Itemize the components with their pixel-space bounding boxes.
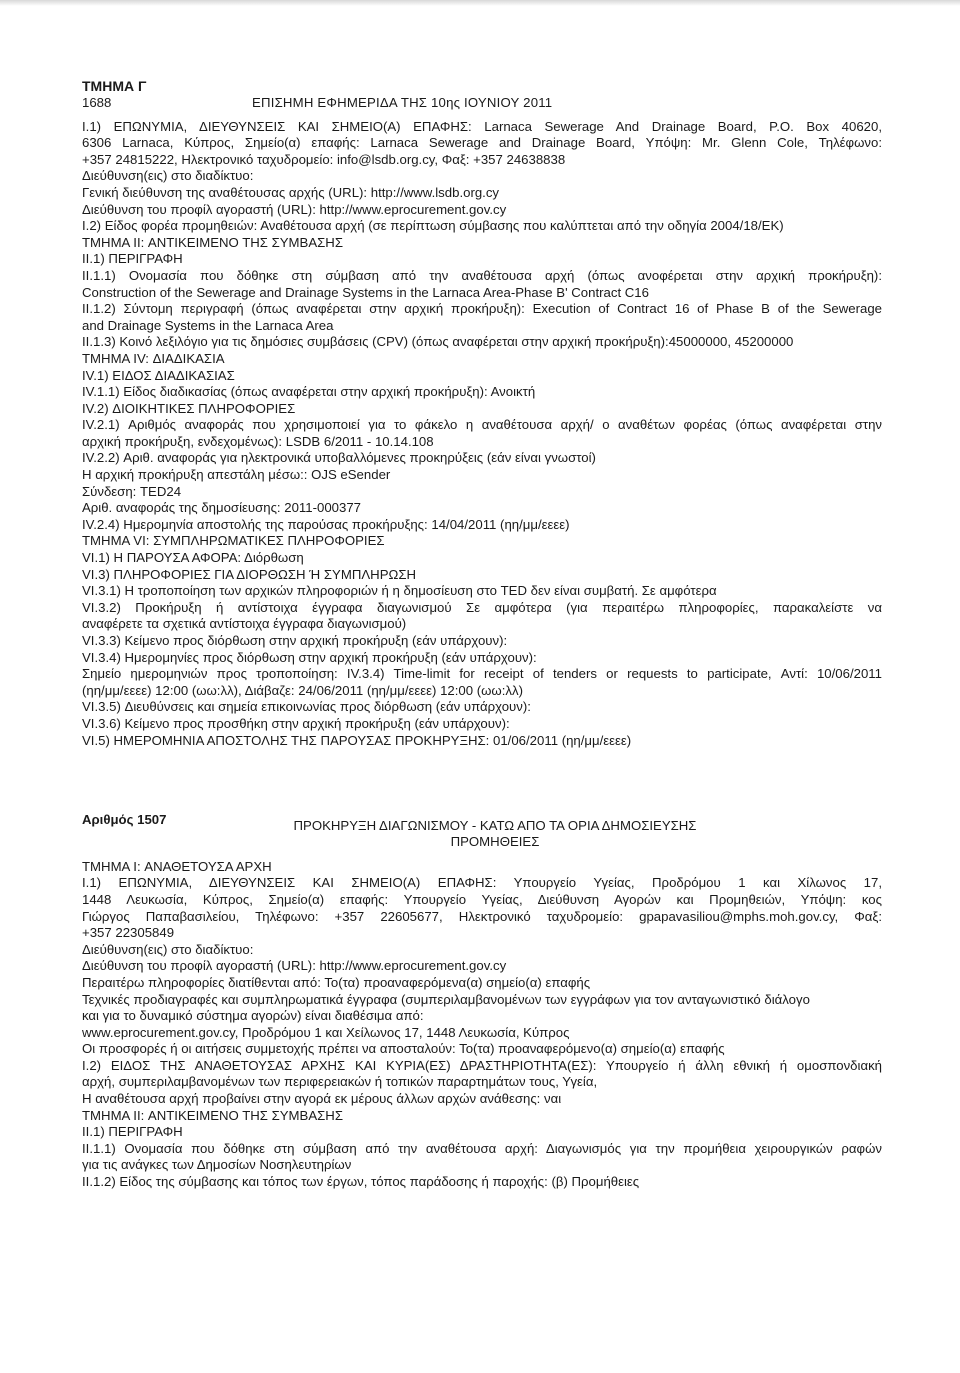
text-line: Διεύθυνση του προφίλ αγοραστή (URL): http://www.eprocurement.gov.cy <box>82 958 507 974</box>
text-line: ΤΜΗΜΑ II: ΑΝΤΙΚΕΙΜΕΝΟ ΤΗΣ ΣΥΜΒΑΣΗΣ <box>82 234 343 250</box>
text-line: Περαιτέρω πληροφορίες διατίθενται από: Το(τα) προαναφερόμενα(α) σημείο(α) επαφής <box>82 974 591 990</box>
text-line: II.1.2) Είδος της σύμβασης και τόπος των έργων, τόπος παράδοσης ή παροχής: (β) Προμήθειες <box>82 1174 640 1190</box>
text-line: Οι προσφορές ή οι αιτήσεις συμμετοχής πρέπει να αποσταλούν: Το(τα) προαναφερόμενο(α) σημείο(α) επαφής <box>82 1041 725 1057</box>
text-line: ΤΜΗΜΑ VI: ΣΥΜΠΛΗΡΩΜΑΤΙΚΕΣ ΠΛΗΡΟΦΟΡΙΕΣ <box>82 533 385 549</box>
text-line: VI.1) Η ΠΑΡΟΥΣΑ ΑΦΟΡΑ: Διόρθωση <box>82 550 304 566</box>
text-line: IV.2.4) Ημερομηνία αποστολής της παρούσας προκήρυξης: 14/04/2011 (ηη/μμ/εεεε) <box>82 516 570 532</box>
notice-title: ΠΡΟΚΗΡΥΞΗ ΔΙΑΓΩΝΙΣΜΟΥ - ΚΑΤΩ ΑΠΟ ΤΑ ΟΡΙΑ ΔΗΜΟΣΙΕΥΣΗΣ <box>293 818 697 834</box>
text-line: II.1.2) Σύντομη περιγραφή (όπως αναφέρεται στην αρχική προκήρυξη): Execution of Contract 16 of Phase B of the Sewerage <box>82 301 882 317</box>
text-line: I.2) Είδος φορέα προμηθειών: Αναθέτουσα αρχή (σε περίπτωση σύμβασης που καλύπτεται από την οδηγία 2004/18/ΕΚ) <box>82 218 784 234</box>
text-line: Διεύθυνση του προφίλ αγοραστή (URL): http://www.eprocurement.gov.cy <box>82 201 507 217</box>
text-line: IV.2.2) Αριθ. αναφοράς για ηλεκτρονικά υποβαλλόμενες προκηρύξεις (εάν είναι γνωστοί) <box>82 450 596 466</box>
text-line: II.1.3) Κοινό λεξιλόγιο για τις δημόσιες συμβάσεις (CPV) (όπως αναφέρεται στην αρχική προκήρυξη):45000000, 45200000 <box>82 334 794 350</box>
text-line: (ηη/μμ/εεεε) 12:00 (ωω:λλ), Διάβαζε: 24/06/2011 (ηη/μμ/εεεε) 12:00 (ωω:λλ) <box>82 682 523 698</box>
text-line: VI.3.3) Κείμενο προς διόρθωση στην αρχική προκήρυξη (εάν υπάρχουν): <box>82 633 508 648</box>
text-line: Σημείο ημερομηνιών προς τροποποίηση: IV.3.4) Time-limit for receipt of tenders or requests to participate, Αντί: 10/06/2011 <box>82 666 882 682</box>
section-label: ΤΜΗΜΑ Γ <box>82 78 147 94</box>
text-line: Construction of the Sewerage and Drainage Systems in the Larnaca Area-Phase B' Contract C16 <box>82 284 649 300</box>
text-line: VI.3.4) Ημερομηνίες προς διόρθωση στην αρχική προκήρυξη (εάν υπάρχουν): <box>82 649 537 665</box>
text-line: VI.3) ΠΛΗΡΟΦΟΡΙΕΣ ΓΙΑ ΔΙΟΡΘΩΣΗ Ή ΣΥΜΠΛΗΡΩΣΗ <box>82 566 417 582</box>
text-line: www.eprocurement.gov.cy, Προδρόμου 1 και Χείλωνος 17, 1448 Λευκωσία, Κύπρος <box>82 1024 570 1040</box>
text-line: and Drainage Systems in the Larnaca Area <box>82 317 334 333</box>
text-line: I.1) ΕΠΩΝΥΜΙΑ, ΔΙΕΥΘΥΝΣΕΙΣ ΚΑΙ ΣΗΜΕΙΟ(Α) ΕΠΑΦΗΣ: Larnaca Sewerage And Drainage Board, P.O. Box 40620, <box>82 118 882 134</box>
text-line: Διεύθυνση(εις) στο διαδίκτυο: <box>82 941 254 957</box>
gazette-page <box>82 78 882 1191</box>
text-line: Η αρχική προκήρυξη απεστάλη μέσω:: OJS eSender <box>82 467 391 483</box>
text-line: 1448 Λευκωσία, Κύπρος, Σημείο(α) επαφής: Υπουργείο Υγείας, Διεύθυνση Αγορών και Προμηθειών, Υπόψη: κος <box>82 891 882 907</box>
text-line: Γενική διεύθυνση της αναθέτουσας αρχής (URL): http://www.lsdb.org.cy <box>82 184 500 200</box>
text-line: IV.2.1) Αριθμός αναφοράς που χρησιμοποιεί για το φάκελο η αναθέτουσα αρχή/ ο αναθέτων φορέας (όπως αναφέρεται στην <box>82 417 882 433</box>
text-line: Σύνδεση: TED24 <box>82 483 182 499</box>
text-line: +357 24815222, Ηλεκτρονικό ταχυδρομείο: info@lsdb.org.cy, Φαξ: +357 24638838 <box>82 151 566 167</box>
text-line: και για το δυναμικό σύστημα αγορών) είναι διαθέσιμα από: <box>82 1008 424 1024</box>
text-line: Γιώργος Παπαβασιλείου, Τηλέφωνο: +357 22605677, Ηλεκτρονικό ταχυδρομείο: gpapavasiliou@mphs.moh.gov.cy, Φαξ: <box>82 908 882 924</box>
text-line: I.2) ΕΙΔΟΣ ΤΗΣ ΑΝΑΘΕΤΟΥΣΑΣ ΑΡΧΗΣ ΚΑΙ ΚΥΡΙΑ(ΕΣ) ΔΡΑΣΤΗΡΙΟΤΗΤΑ(ΕΣ): Υπουργείο ή άλλη εθνική ή ομοσπονδιακή <box>82 1057 882 1073</box>
text-line: VI.3.5) Διευθύνσεις και σημεία επικοινωνίας προς διόρθωση (εάν υπάρχουν): <box>82 699 531 715</box>
text-line: VI.5) ΗΜΕΡΟΜΗΝΙΑ ΑΠΟΣΤΟΛΗΣ ΤΗΣ ΠΑΡΟΥΣΑΣ ΠΡΟΚΗΡΥΞΗΣ: 01/06/2011 (ηη/μμ/εεεε) <box>82 732 632 748</box>
notice-number: Αριθμός 1507 <box>82 812 167 828</box>
text-line: ΤΜΗΜΑ I: ΑΝΑΘΕΤΟΥΣΑ ΑΡΧΗ <box>82 858 272 874</box>
text-line: VI.3.6) Κείμενο προς προσθήκη στην αρχική προκήρυξη (εάν υπάρχουν): <box>82 715 510 731</box>
notice-header <box>82 812 882 832</box>
scan-edge <box>0 0 960 6</box>
notice-correction-block <box>82 119 882 750</box>
gazette-title: ΕΠΙΣΗΜΗ ΕΦΗΜΕΡΙΔΑ ΤΗΣ 10ης ΙΟΥΝΙΟΥ 2011 <box>252 94 553 110</box>
text-line: IV.1) ΕΙΔΟΣ ΔΙΑΔΙΚΑΣΙΑΣ <box>82 367 235 383</box>
text-line: Αριθ. αναφοράς της δημοσίευσης: 2011-000377 <box>82 500 362 516</box>
notice-title-line2: ΠΡΟΜΗΘΕΙΕΣ <box>450 834 540 850</box>
text-line: 6306 Larnaca, Κύπρος, Σημείο(α) επαφής: Larnaca Sewerage and Drainage Board, Υπόψη: Mr. Glenn Cole, Τηλέφωνο: <box>82 135 882 151</box>
text-line: VI.3.2) Προκήρυξη ή αντίστοιχα έγγραφα διαγωνισμού Σε αμφότερα (για περαιτέρω πληροφορίες, παρακαλείστε να <box>82 599 882 615</box>
text-line: I.1) ΕΠΩΝΥΜΙΑ, ΔΙΕΥΘΥΝΣΕΙΣ ΚΑΙ ΣΗΜΕΙΟ(Α) ΕΠΑΦΗΣ: Υπουργείο Υγείας, Προδρόμου 1 και Χίλωνος 17, <box>82 875 882 891</box>
text-line: II.1.1) Ονομασία που δόθηκε στη σύμβαση από την αναθέτουσα αρχή (όπως ανοφέρεται στην αρχική προκήρυξη): <box>82 267 882 283</box>
text-line: IV.2) ΔΙΟΙΚΗΤΙΚΕΣ ΠΛΗΡΟΦΟΡΙΕΣ <box>82 400 296 416</box>
text-line: αρχή, συμπεριλαμβανομένων των περιφερειακών ή τοπικών παραρτημάτων τους, Υγεία, <box>82 1074 598 1090</box>
text-line: +357 22305849 <box>82 925 175 941</box>
text-line: II.1.1) Ονομασία που δόθηκε στη σύμβαση από την αναθέτουσα αρχή: Διαγωνισμός για την προμήθεια χειρουργικών ραφών <box>82 1140 882 1156</box>
notice-tender-block <box>82 859 882 1191</box>
text-line: Διεύθυνση(εις) στο διαδίκτυο: <box>82 168 254 184</box>
text-line: ΤΜΗΜΑ IV: ΔΙΑΔΙΚΑΣΙΑ <box>82 350 225 366</box>
text-line: VI.3.1) Η τροποποίηση των αρχικών πληροφοριών ή η δημοσίευση στο TED δεν είναι συμβατή. Σε αμφότερα <box>82 583 717 599</box>
text-line: Τεχνικές προδιαγραφές και συμπληρωματικά έγγραφα (συμπεριλαμβανομένων των εγγράφων για τον ανταγωνιστικό διάλογο <box>82 991 810 1007</box>
text-line: Η αναθέτουσα αρχή προβαίνει στην αγορά εκ μέρους άλλων αρχών ανάθεσης: ναι <box>82 1091 562 1107</box>
page-number: 1688 <box>82 94 112 110</box>
text-line: αρχική προκήρυξη, ενδεχομένως): LSDB 6/2011 - 10.14.108 <box>82 433 434 449</box>
text-line: ΤΜΗΜΑ II: ΑΝΤΙΚΕΙΜΕΝΟ ΤΗΣ ΣΥΜΒΑΣΗΣ <box>82 1107 343 1123</box>
text-line: II.1) ΠΕΡΙΓΡΑΦΗ <box>82 251 183 267</box>
page-header <box>82 95 882 112</box>
text-line: IV.1.1) Είδος διαδικασίας (όπως αναφέρεται στην αρχική προκήρυξη): Ανοικτή <box>82 384 536 400</box>
text-line: για τις ανάγκες των Δημοσίων Νοσηλευτηρίων <box>82 1157 352 1173</box>
text-line: II.1) ΠΕΡΙΓΡΑΦΗ <box>82 1124 183 1140</box>
text-line: αναφέρετε τα σχετικά αντίστοιχα έγγραφα διαγωνισμού) <box>82 616 407 632</box>
